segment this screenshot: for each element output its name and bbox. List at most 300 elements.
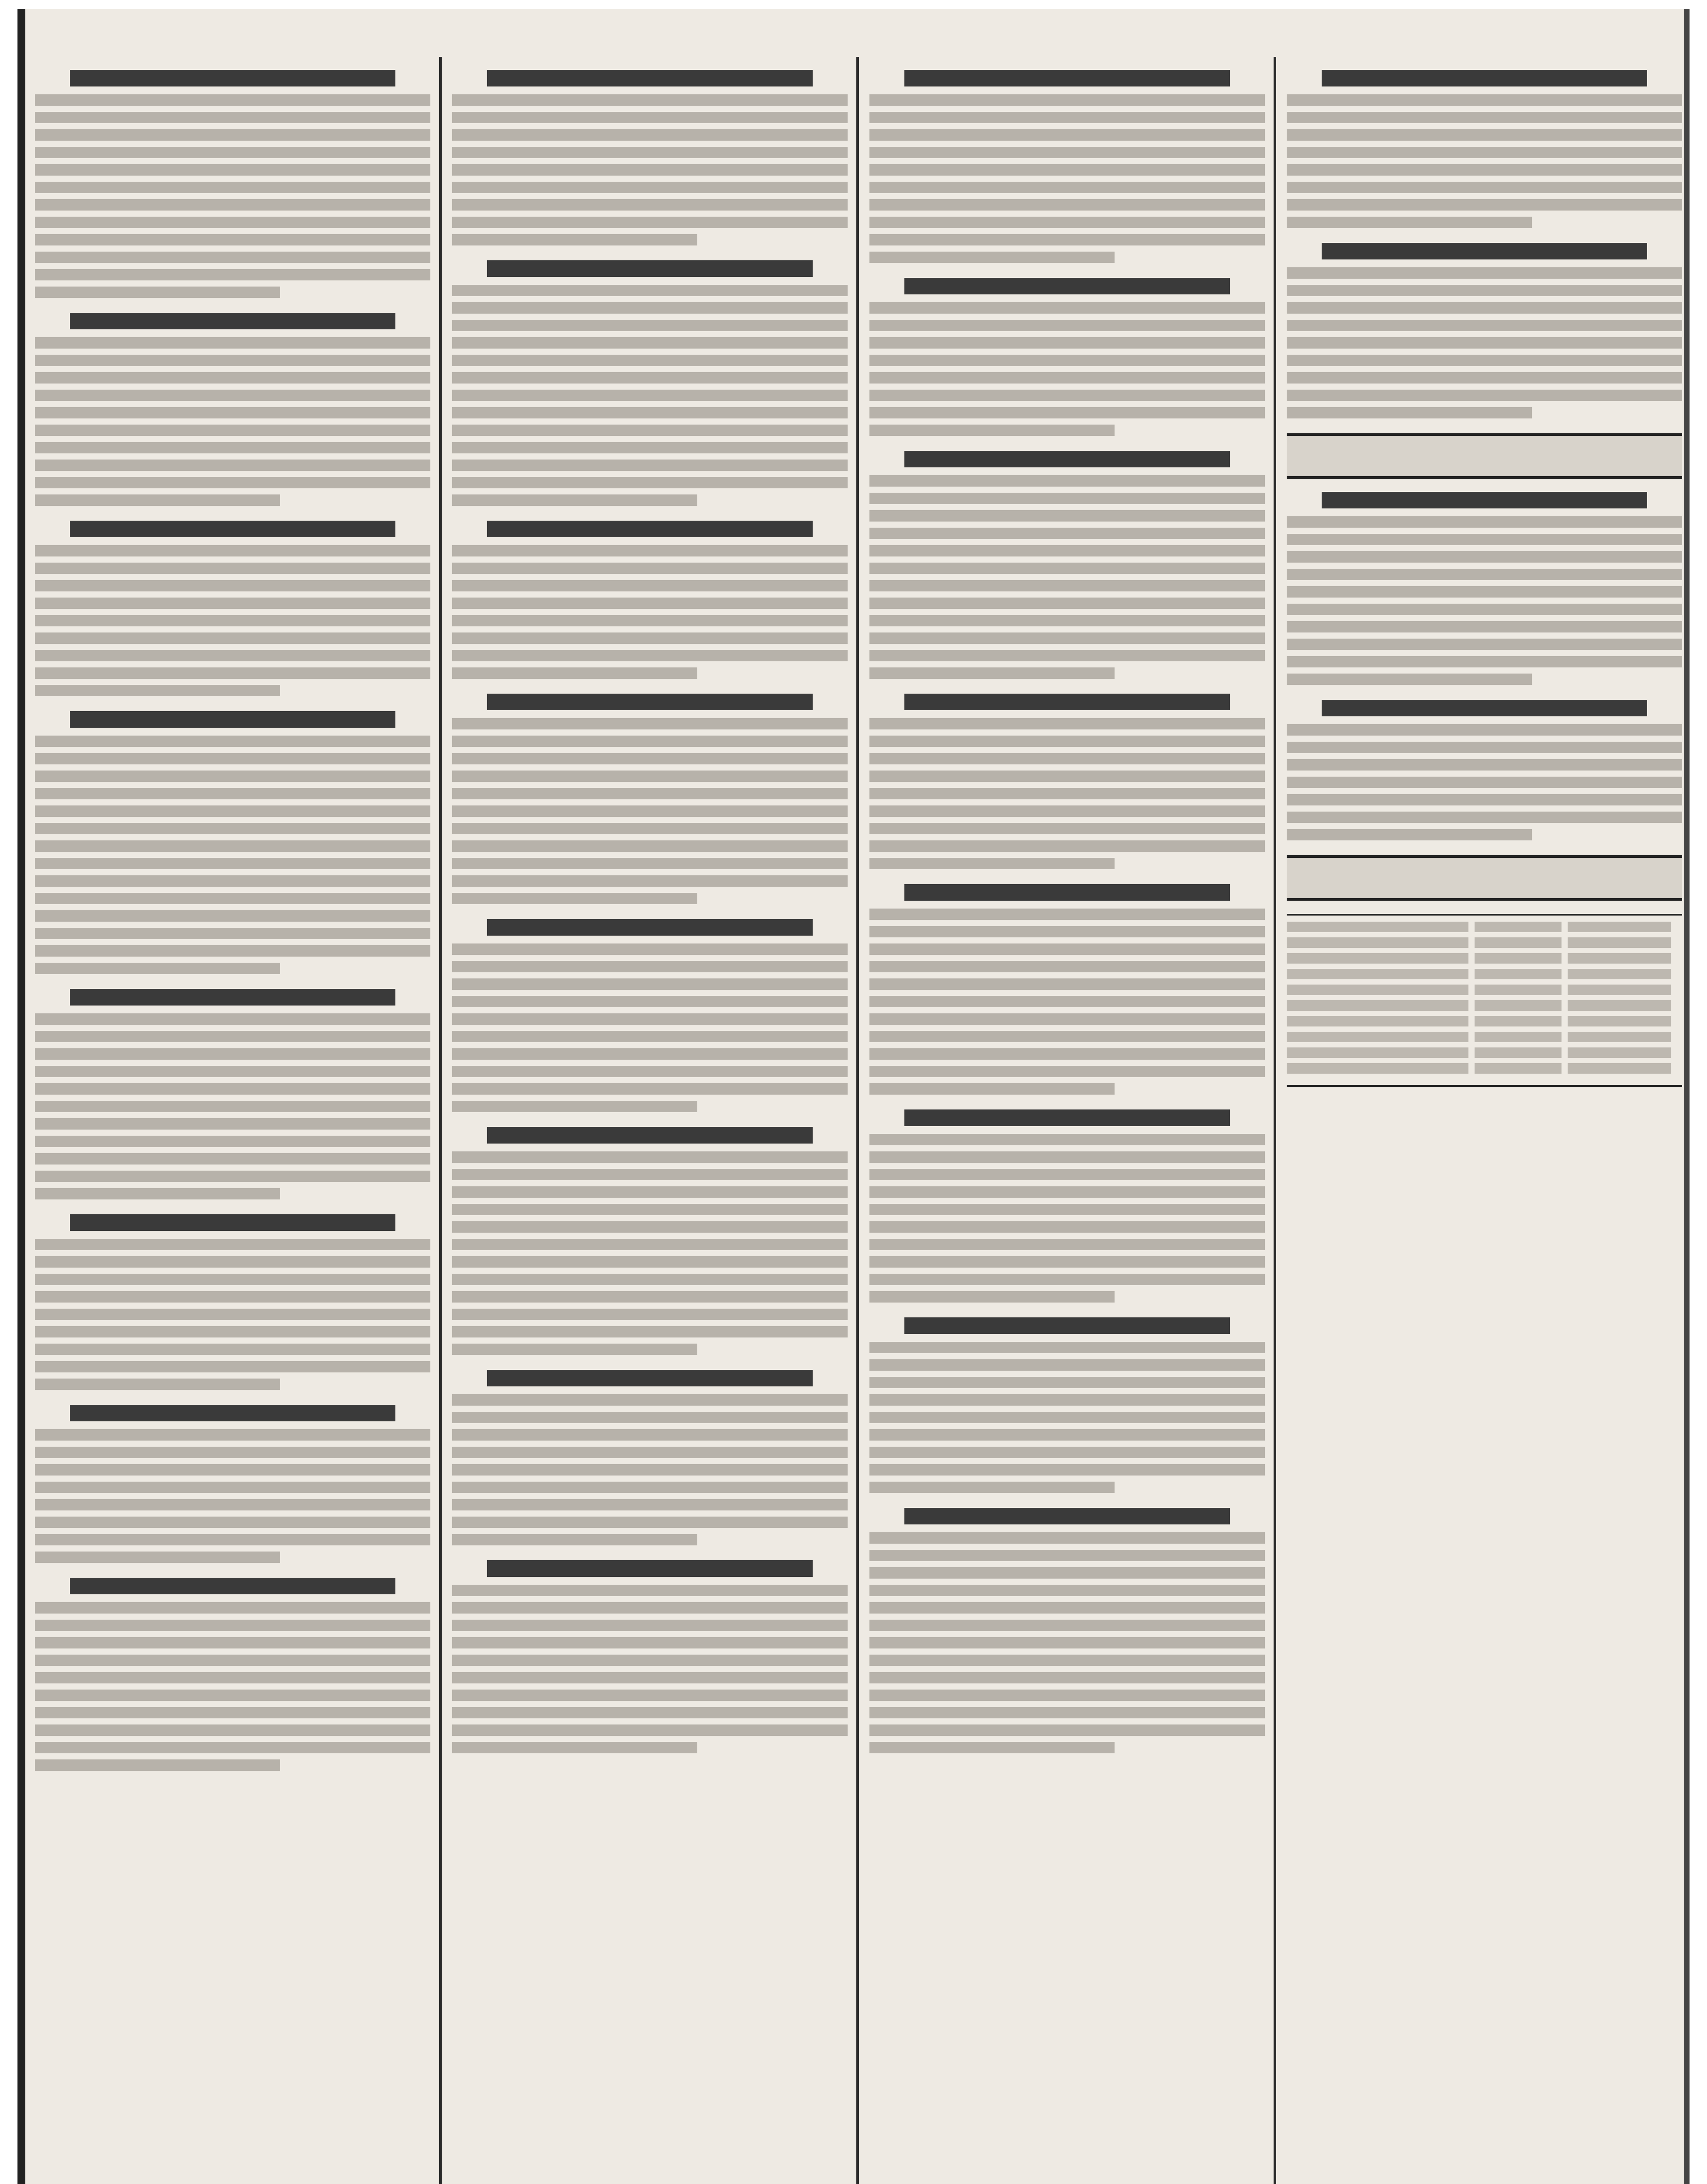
text-line-placeholder — [35, 1239, 430, 1250]
text-line-placeholder — [452, 1690, 848, 1701]
text-line-placeholder — [452, 1326, 848, 1337]
text-line-placeholder — [35, 337, 430, 349]
text-line-placeholder — [869, 1274, 1265, 1285]
text-line-placeholder — [35, 269, 430, 280]
text-line-placeholder — [869, 667, 1115, 679]
text-line-placeholder — [35, 1690, 430, 1701]
text-line-placeholder — [452, 494, 697, 506]
text-line-placeholder — [452, 112, 848, 123]
text-line-placeholder — [452, 1655, 848, 1666]
text-line-placeholder — [869, 164, 1265, 176]
article-block — [452, 694, 848, 904]
text-line-placeholder — [1287, 94, 1682, 106]
text-line-placeholder — [35, 477, 430, 488]
text-line-placeholder — [452, 199, 848, 211]
text-line-placeholder — [869, 1550, 1265, 1561]
column-rule — [1274, 57, 1276, 2184]
text-line-placeholder — [452, 1637, 848, 1648]
text-line-placeholder — [869, 1447, 1265, 1458]
article-block — [35, 521, 430, 696]
text-line-placeholder — [35, 355, 430, 366]
text-line-placeholder — [452, 615, 848, 626]
text-line-placeholder — [452, 1724, 848, 1736]
text-line-placeholder — [869, 129, 1265, 141]
text-line-placeholder — [35, 928, 430, 939]
text-line-placeholder — [869, 961, 1265, 972]
text-line-placeholder — [869, 1151, 1265, 1163]
article-block — [35, 989, 430, 1199]
text-line-placeholder — [452, 1013, 848, 1025]
column-1 — [35, 66, 430, 2184]
text-line-placeholder — [35, 442, 430, 453]
text-line-placeholder — [452, 650, 848, 661]
text-line-placeholder — [35, 963, 280, 974]
text-line-placeholder — [35, 650, 430, 661]
article-heading-placeholder — [70, 1214, 395, 1231]
text-line-placeholder — [35, 252, 430, 263]
text-line-placeholder — [452, 875, 848, 887]
text-line-placeholder — [869, 1342, 1265, 1353]
article-heading-placeholder — [487, 521, 813, 537]
text-line-placeholder — [452, 1534, 697, 1545]
table-cell-placeholder — [1475, 969, 1562, 979]
text-line-placeholder — [869, 234, 1265, 245]
article-block — [35, 711, 430, 974]
text-line-placeholder — [1287, 285, 1682, 296]
article-heading-placeholder — [904, 1317, 1230, 1334]
article-block — [869, 1109, 1265, 1303]
text-line-placeholder — [35, 112, 430, 123]
article-heading-placeholder — [70, 313, 395, 329]
article-heading-placeholder — [487, 694, 813, 710]
text-line-placeholder — [35, 1482, 430, 1493]
article-heading-placeholder — [1322, 243, 1647, 259]
text-line-placeholder — [452, 390, 848, 401]
article-block — [869, 278, 1265, 436]
article-heading-placeholder — [1322, 700, 1647, 716]
article-heading-placeholder — [487, 260, 813, 277]
text-line-placeholder — [452, 753, 848, 764]
article-block — [869, 884, 1265, 1095]
text-line-placeholder — [452, 1101, 697, 1112]
article-heading-placeholder — [904, 1109, 1230, 1126]
table-cell-placeholder — [1287, 1032, 1468, 1042]
text-line-placeholder — [869, 112, 1265, 123]
text-line-placeholder — [35, 1344, 430, 1355]
text-line-placeholder — [35, 1724, 430, 1736]
text-line-placeholder — [869, 650, 1265, 661]
text-line-placeholder — [869, 1186, 1265, 1198]
column-2 — [452, 66, 848, 2184]
text-line-placeholder — [1287, 217, 1532, 228]
text-line-placeholder — [452, 1412, 848, 1423]
text-line-placeholder — [35, 875, 430, 887]
text-line-placeholder — [869, 736, 1265, 747]
article-heading-placeholder — [1322, 492, 1647, 508]
text-line-placeholder — [1287, 199, 1682, 211]
text-line-placeholder — [869, 598, 1265, 609]
text-line-placeholder — [452, 1031, 848, 1042]
article-heading-placeholder — [904, 278, 1230, 294]
text-line-placeholder — [452, 320, 848, 331]
text-line-placeholder — [869, 425, 1115, 436]
text-line-placeholder — [869, 858, 1115, 869]
text-line-placeholder — [1287, 829, 1532, 840]
text-line-placeholder — [869, 771, 1265, 782]
table-cell-placeholder — [1287, 937, 1468, 948]
text-line-placeholder — [1287, 390, 1682, 401]
text-line-placeholder — [35, 1447, 430, 1458]
text-line-placeholder — [35, 598, 430, 609]
text-line-placeholder — [452, 337, 848, 349]
text-line-placeholder — [1287, 759, 1682, 771]
text-line-placeholder — [869, 493, 1265, 504]
text-line-placeholder — [452, 1083, 848, 1095]
text-line-placeholder — [35, 771, 430, 782]
table-cell-placeholder — [1568, 937, 1670, 948]
text-line-placeholder — [452, 978, 848, 990]
text-line-placeholder — [869, 943, 1265, 955]
text-line-placeholder — [35, 1309, 430, 1320]
text-line-placeholder — [869, 926, 1265, 937]
text-line-placeholder — [452, 425, 848, 436]
text-line-placeholder — [35, 632, 430, 644]
text-line-placeholder — [452, 718, 848, 729]
text-line-placeholder — [869, 1672, 1265, 1683]
table-row — [1287, 1063, 1682, 1074]
text-line-placeholder — [35, 217, 430, 228]
text-line-placeholder — [452, 943, 848, 955]
text-line-placeholder — [35, 1620, 430, 1631]
table-cell-placeholder — [1475, 1047, 1562, 1058]
text-line-placeholder — [35, 753, 430, 764]
table-cell-placeholder — [1475, 1000, 1562, 1011]
table-cell-placeholder — [1475, 953, 1562, 964]
text-line-placeholder — [452, 234, 697, 245]
text-line-placeholder — [869, 320, 1265, 331]
text-line-placeholder — [869, 805, 1265, 817]
text-line-placeholder — [869, 407, 1265, 418]
table-cell-placeholder — [1287, 985, 1468, 995]
text-line-placeholder — [35, 1429, 430, 1441]
text-line-placeholder — [869, 909, 1265, 920]
text-line-placeholder — [869, 563, 1265, 574]
text-line-placeholder — [452, 147, 848, 158]
text-line-placeholder — [452, 1344, 697, 1355]
text-line-placeholder — [869, 252, 1115, 263]
text-line-placeholder — [35, 1361, 430, 1372]
text-line-placeholder — [35, 1291, 430, 1303]
table-cell-placeholder — [1475, 985, 1562, 995]
text-line-placeholder — [35, 1602, 430, 1614]
text-line-placeholder — [1287, 812, 1682, 823]
text-line-placeholder — [35, 1274, 430, 1285]
article-block — [869, 1508, 1265, 1753]
text-line-placeholder — [1287, 534, 1682, 545]
text-line-placeholder — [869, 1031, 1265, 1042]
text-line-placeholder — [452, 805, 848, 817]
text-line-placeholder — [452, 302, 848, 314]
table-row — [1287, 922, 1682, 932]
text-line-placeholder — [35, 1031, 430, 1042]
text-line-placeholder — [35, 1048, 430, 1060]
article-heading-placeholder — [487, 1370, 813, 1386]
table-cell-placeholder — [1568, 922, 1670, 932]
text-line-placeholder — [35, 1188, 280, 1199]
text-line-placeholder — [35, 840, 430, 852]
text-line-placeholder — [452, 1239, 848, 1250]
text-line-placeholder — [35, 667, 430, 679]
article-heading-placeholder — [70, 521, 395, 537]
table-cell-placeholder — [1568, 953, 1670, 964]
text-line-placeholder — [35, 805, 430, 817]
text-line-placeholder — [869, 147, 1265, 158]
text-line-placeholder — [35, 1136, 430, 1147]
article-block — [869, 70, 1265, 263]
table-cell-placeholder — [1475, 922, 1562, 932]
text-line-placeholder — [869, 1585, 1265, 1596]
text-line-placeholder — [869, 1013, 1265, 1025]
text-line-placeholder — [452, 1482, 848, 1493]
table-cell-placeholder — [1287, 1016, 1468, 1026]
article-block — [869, 694, 1265, 869]
text-line-placeholder — [869, 199, 1265, 211]
text-line-placeholder — [1287, 164, 1682, 176]
text-line-placeholder — [452, 1464, 848, 1476]
text-line-placeholder — [869, 1394, 1265, 1406]
scan-edge-left — [17, 9, 25, 2184]
text-line-placeholder — [452, 667, 697, 679]
text-line-placeholder — [452, 1602, 848, 1614]
text-line-placeholder — [452, 355, 848, 366]
text-line-placeholder — [869, 1429, 1265, 1441]
text-line-placeholder — [35, 1534, 430, 1545]
scan-edge-right — [1684, 9, 1690, 2184]
text-line-placeholder — [35, 94, 430, 106]
table-cell-placeholder — [1568, 969, 1670, 979]
text-line-placeholder — [452, 961, 848, 972]
text-line-placeholder — [35, 1464, 430, 1476]
text-line-placeholder — [35, 147, 430, 158]
text-line-placeholder — [452, 1151, 848, 1163]
text-line-placeholder — [869, 580, 1265, 591]
text-line-placeholder — [869, 840, 1265, 852]
table-cell-placeholder — [1568, 1047, 1670, 1058]
table-cell-placeholder — [1287, 1000, 1468, 1011]
article-block — [452, 260, 848, 506]
text-line-placeholder — [452, 771, 848, 782]
text-line-placeholder — [1287, 320, 1682, 331]
text-line-placeholder — [869, 788, 1265, 799]
text-line-placeholder — [35, 1707, 430, 1718]
text-line-placeholder — [35, 1118, 430, 1130]
text-line-placeholder — [452, 823, 848, 834]
text-line-placeholder — [869, 1655, 1265, 1666]
article-block — [452, 1370, 848, 1545]
text-line-placeholder — [869, 545, 1265, 556]
text-line-placeholder — [452, 1620, 848, 1631]
text-line-placeholder — [35, 910, 430, 922]
text-line-placeholder — [452, 1256, 848, 1268]
text-line-placeholder — [869, 615, 1265, 626]
column-3 — [869, 66, 1265, 2184]
text-line-placeholder — [1287, 112, 1682, 123]
text-line-placeholder — [1287, 656, 1682, 667]
text-line-placeholder — [452, 563, 848, 574]
column-4 — [1287, 66, 1682, 2184]
text-line-placeholder — [869, 978, 1265, 990]
article-heading-placeholder — [904, 694, 1230, 710]
text-line-placeholder — [35, 287, 280, 298]
table-row — [1287, 969, 1682, 979]
table-cell-placeholder — [1475, 1063, 1562, 1074]
text-line-placeholder — [452, 1394, 848, 1406]
article-block — [1287, 700, 1682, 840]
text-line-placeholder — [1287, 586, 1682, 598]
text-line-placeholder — [452, 1204, 848, 1215]
table-cell-placeholder — [1475, 937, 1562, 948]
text-line-placeholder — [452, 182, 848, 193]
text-line-placeholder — [452, 285, 848, 296]
text-line-placeholder — [1287, 147, 1682, 158]
text-line-placeholder — [35, 1655, 430, 1666]
section-banner — [1287, 855, 1682, 901]
text-line-placeholder — [452, 1447, 848, 1458]
text-line-placeholder — [35, 1153, 430, 1165]
section-banner — [1287, 433, 1682, 479]
text-line-placeholder — [869, 1724, 1265, 1736]
text-line-placeholder — [869, 390, 1265, 401]
article-heading-placeholder — [487, 70, 813, 86]
text-line-placeholder — [35, 858, 430, 869]
text-line-placeholder — [452, 1291, 848, 1303]
text-line-placeholder — [452, 1274, 848, 1285]
article-heading-placeholder — [70, 989, 395, 1006]
text-line-placeholder — [35, 1637, 430, 1648]
text-line-placeholder — [1287, 407, 1532, 418]
text-line-placeholder — [452, 372, 848, 384]
column-rule — [856, 57, 859, 2184]
text-line-placeholder — [1287, 639, 1682, 650]
text-line-placeholder — [1287, 742, 1682, 753]
text-line-placeholder — [452, 736, 848, 747]
text-line-placeholder — [869, 1204, 1265, 1215]
table-cell-placeholder — [1568, 1063, 1670, 1074]
article-heading-placeholder — [487, 1560, 813, 1577]
article-block — [35, 70, 430, 298]
text-line-placeholder — [35, 129, 430, 141]
text-line-placeholder — [869, 528, 1265, 539]
article-block — [869, 1317, 1265, 1493]
text-line-placeholder — [35, 580, 430, 591]
text-line-placeholder — [35, 945, 430, 957]
text-line-placeholder — [869, 1707, 1265, 1718]
text-line-placeholder — [1287, 267, 1682, 279]
table-cell-placeholder — [1287, 1047, 1468, 1058]
article-block — [35, 1405, 430, 1563]
text-line-placeholder — [869, 823, 1265, 834]
text-line-placeholder — [35, 615, 430, 626]
column-rule — [439, 57, 442, 2184]
table-row — [1287, 937, 1682, 948]
article-heading-placeholder — [904, 451, 1230, 467]
text-line-placeholder — [35, 1083, 430, 1095]
text-line-placeholder — [452, 1672, 848, 1683]
table-cell-placeholder — [1475, 1032, 1562, 1042]
text-line-placeholder — [869, 1377, 1265, 1388]
text-line-placeholder — [452, 460, 848, 471]
text-line-placeholder — [869, 718, 1265, 729]
article-heading-placeholder — [70, 711, 395, 728]
table-cell-placeholder — [1568, 1016, 1670, 1026]
text-line-placeholder — [452, 1742, 697, 1753]
text-line-placeholder — [869, 1048, 1265, 1060]
text-line-placeholder — [452, 1309, 848, 1320]
article-heading-placeholder — [487, 919, 813, 936]
text-line-placeholder — [35, 1013, 430, 1025]
text-line-placeholder — [452, 1517, 848, 1528]
text-line-placeholder — [452, 94, 848, 106]
article-block — [35, 1578, 430, 1771]
article-heading-placeholder — [70, 1578, 395, 1594]
text-line-placeholder — [869, 1602, 1265, 1614]
article-block — [1287, 70, 1682, 228]
text-line-placeholder — [869, 302, 1265, 314]
text-line-placeholder — [869, 1066, 1265, 1077]
text-line-placeholder — [452, 1186, 848, 1198]
text-line-placeholder — [35, 1552, 280, 1563]
newspaper-page — [17, 9, 1690, 2184]
article-heading-placeholder — [904, 884, 1230, 901]
table-row — [1287, 1032, 1682, 1042]
text-line-placeholder — [35, 1517, 430, 1528]
text-line-placeholder — [869, 217, 1265, 228]
text-line-placeholder — [35, 199, 430, 211]
article-block — [1287, 492, 1682, 685]
quotation-table — [1287, 914, 1682, 1087]
text-line-placeholder — [1287, 372, 1682, 384]
table-cell-placeholder — [1287, 969, 1468, 979]
table-row — [1287, 985, 1682, 995]
text-line-placeholder — [452, 893, 697, 904]
text-line-placeholder — [869, 94, 1265, 106]
text-line-placeholder — [869, 372, 1265, 384]
text-line-placeholder — [1287, 355, 1682, 366]
text-line-placeholder — [452, 632, 848, 644]
text-line-placeholder — [869, 1412, 1265, 1423]
text-line-placeholder — [869, 632, 1265, 644]
text-line-placeholder — [1287, 182, 1682, 193]
text-line-placeholder — [1287, 621, 1682, 632]
text-line-placeholder — [35, 494, 280, 506]
text-line-placeholder — [35, 563, 430, 574]
text-line-placeholder — [452, 477, 848, 488]
text-line-placeholder — [1287, 516, 1682, 528]
table-row — [1287, 1000, 1682, 1011]
text-line-placeholder — [452, 217, 848, 228]
text-line-placeholder — [869, 1134, 1265, 1145]
article-block — [452, 919, 848, 1112]
text-line-placeholder — [35, 164, 430, 176]
text-line-placeholder — [35, 460, 430, 471]
text-line-placeholder — [35, 823, 430, 834]
text-line-placeholder — [35, 736, 430, 747]
table-cell-placeholder — [1568, 985, 1670, 995]
table-row — [1287, 1016, 1682, 1026]
text-line-placeholder — [35, 685, 280, 696]
article-heading-placeholder — [904, 70, 1230, 86]
article-heading-placeholder — [70, 70, 395, 86]
